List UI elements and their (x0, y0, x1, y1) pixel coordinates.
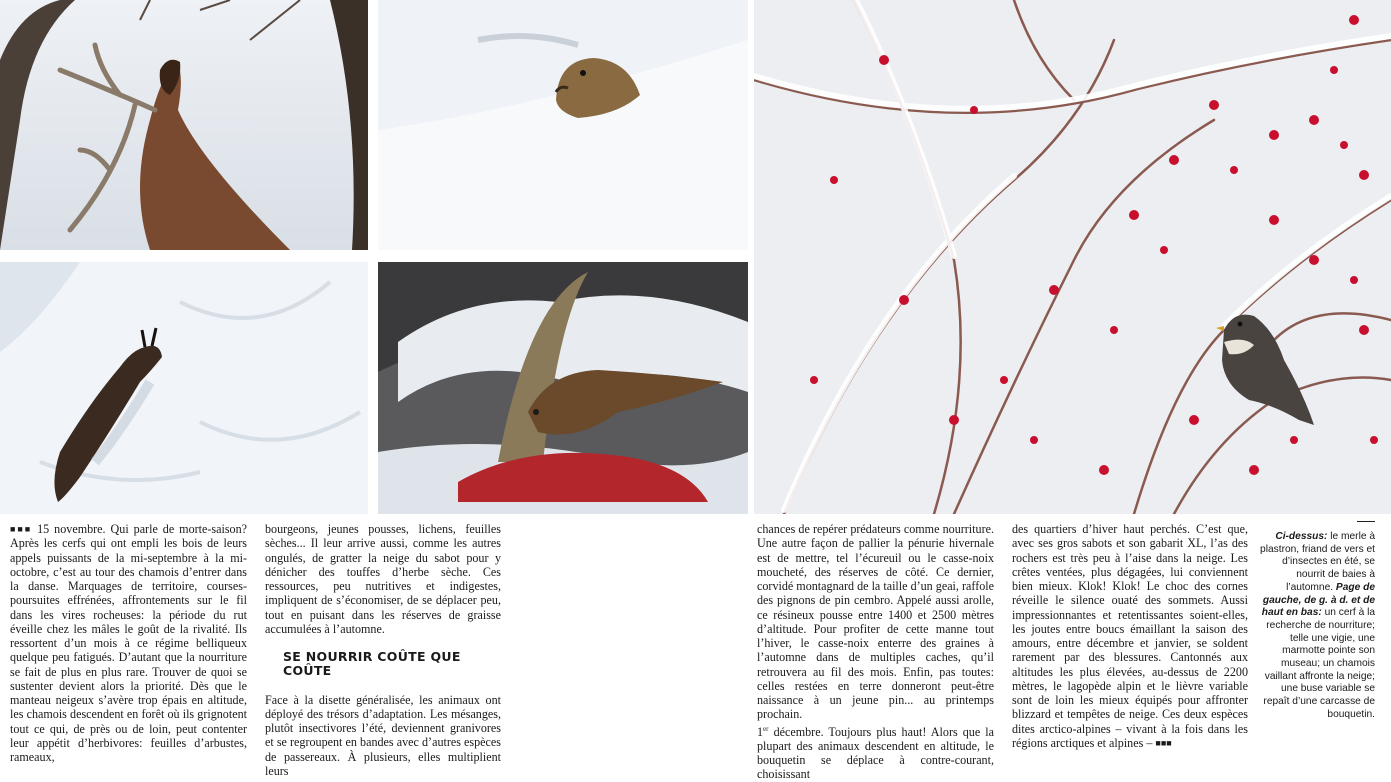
paragraph-text: décembre. Toujours plus haut! Alors que la plupart des animaux descendent en altitude, le bouquetin se déplace à contre-courant, choisissant (757, 724, 994, 782)
paragraph-text: des quartiers d’hiver haut perchés. C’est que, avec ses gros sabots et son gabarit XL, l’as des rochers est très peu à l’aise dans la neige. Les crêtes ventées, plus dégagées, lui conviennent bien mieux. Klok! Klok! Le choc des cornes réveille le silence ouaté des sommets. Aussi impressionnantes et retentissantes soient-elles, les joutes entre boucs émaillant la saison des amours, entre décembre et janvier, se soldent rarement par des blessures. Cantonnés aux altitudes les plus élevées, au-dessus de 2200 mètres, le lagopède alpin et le lièvre variable sont de loin les mieux équipés pour affronter blizzard et tempêtes de neige. Ces deux espèces dites arctico-alpines – vivant à la fois dans les régions arctiques et alpines – (1012, 522, 1248, 750)
photo-caption (1258, 531, 1375, 722)
section-heading: SE NOURRIR COÛTE QUE COÛTE (283, 649, 461, 679)
fieldfare-photo (754, 0, 1391, 514)
article-paragraph (757, 722, 994, 782)
caption-text: le merle à plastron, friand de vers et d’insectes en été, se nourrit de baies à l’automne. (1260, 531, 1375, 593)
article-column-2 (265, 522, 501, 778)
buzzard-photo (378, 262, 748, 514)
paragraph-text: chances de repérer prédateurs comme nourriture. Une autre façon de pallier la pénurie hivernale est de mettre, tel l’écureuil ou le casse-noix moucheté, des réserves de côté. Ce dernier, corvidé montagnard de la taille d’un geai, raffole des pignons de pin cembro. Appelé aussi arolle, ce résineux pousse entre 1400 et 2500 mètres d’altitude. Pour profiter de cette manne tout l’hiver, le casse-noix enterre des graines à l’automne dans de multiples caches, qu’il retrouvera au fil des mois. Enfin, pas toutes: celles restées en terre donneront peut-être naissance à un jeune pin... au printemps prochain. (757, 522, 994, 722)
article-paragraph (1012, 522, 1248, 750)
caption-text-2: un cerf à la recherche de nourriture; telle une vigie, une marmotte pointe son museau; un chamois vaillant affronte la neige; une buse variable se repaît d’une carcasse de bouquetin. (1263, 607, 1375, 720)
caption-lead-2: Page de gauche, de g. à d. et de haut en bas: (1261, 581, 1375, 619)
section-marker: ■■■ (10, 524, 33, 534)
paragraph-text: Face à la disette généralisée, les animaux ont déployé des trésors d’adaptation. Les mésanges, plutôt insectivores l’été, deviennent granivores et se regroupent en bandes avec d’autres espèces de passereaux. À plusieurs, elles multiplient leurs (265, 692, 501, 778)
chamois-photo (0, 262, 368, 514)
stag-photo (0, 0, 368, 250)
paragraph-text: 15 novembre. Qui parle de morte-saison? Après les cerfs qui ont empli les bois de leurs appels puissants de la mi-septembre à la mi-octobre, c’est au tour des chamois d’entrer dans la danse. Marquages de territoire, courses-poursuites effrénées, affrontements sur le fil dans les vires rocheuses: la période du rut éveille chez les mâles le goût de la rivalité. Ils ressortent d’un mois à ce régime belliqueux quelque peu fatigués. D’autant que la nourriture se fait de plus en plus rare. Trouver de quoi se sustenter devient alors la priorité. Dès que le manteau neigeux s’avère trop épais en altitude, les chamois descendent en forêt où ils grignotent tout ce qui, de près ou de loin, peut contenter leur appétit d’herbivores: feuilles d’arbustes, rameaux, (10, 522, 248, 764)
article-column-3 (757, 522, 994, 782)
paragraph-text: bourgeons, jeunes pousses, lichens, feuilles sèches... Il leur arrive aussi, comme les autres ongulés, de gratter la neige du sabot pour y dénicher des touffes d’herbe sèche. Ces ressources, peu nutritives et indigestes, impliquent de s’économiser, de se déplacer peu, tout en puisant dans les réserves de graisse accumulées à l’automne. (265, 522, 501, 636)
article-paragraph (10, 522, 247, 764)
date-number: 1 (757, 724, 764, 739)
article-column-4 (1012, 522, 1248, 750)
caption-rule (1357, 521, 1375, 522)
end-marker: ■■■ (1155, 737, 1172, 748)
caption-lead: Ci-dessus: (1275, 531, 1328, 542)
marmot-photo (378, 0, 748, 250)
article-column-1 (10, 522, 247, 764)
date-ordinal: er (763, 724, 769, 733)
